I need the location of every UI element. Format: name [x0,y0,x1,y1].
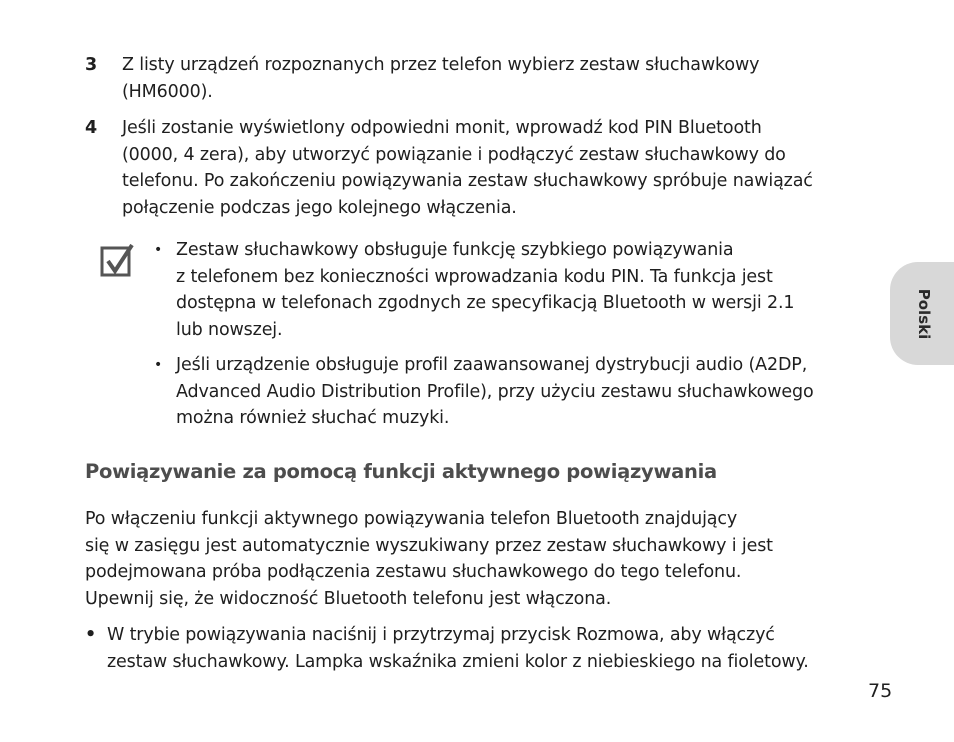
checkbox-note-icon [100,244,134,278]
step-text: Z listy urządzeń rozpoznanych przez telefon wybierz zestaw słuchawkowy (HM6000). [122,55,760,102]
step-item [85,52,865,105]
bullet: • [154,242,163,258]
note-text: Zestaw słuchawkowy obsługuje funkcję szybkiego powiązywania z telefonem bez konieczności wprowadzania kodu PIN. Ta funkcja jest dostępna w telefonach zgodnych ze specyfikacją Bluetooth w wersji 2.1 lub nowszej. [176,240,795,340]
step-text: Jeśli zostanie wyświetlony odpowiedni monit, wprowadź kod PIN Bluetooth (0000, 4 zera), aby utworzyć powiązanie i podłączyć zestaw słuchawkowy do telefonu. Po zakończeniu powiązywania zestaw słuchawkowy spróbuje nawiązać połączenie podczas jego kolejnego włączenia. [122,118,813,218]
page-number: 75 [868,680,893,702]
step-number: 3 [85,55,98,75]
step-item [85,115,865,221]
note-item [154,352,874,432]
instruction-bullet [85,622,875,675]
bullet: • [85,625,97,645]
steps-list [85,52,865,231]
bullet-text: W trybie powiązywania naciśnij i przytrzymaj przycisk Rozmowa, aby włączyć zestaw słuchawkowy. Lampka wskaźnika zmieni kolor z niebieskiego na fioletowy. [107,625,809,672]
step-number: 4 [85,118,98,138]
section-paragraph: Po włączeniu funkcji aktywnego powiązywania telefon Bluetooth znajdujący się w zasięgu jest automatycznie wyszukiwany przez zestaw słuchawkowy i jest podejmowana próba podłączenia zestawu słuchawkowego do tego telefonu. Upewnij się, że widoczność Bluetooth telefonu jest włączona. [85,509,773,609]
bullet: • [154,357,163,373]
note-item [154,237,874,343]
note-text: Jeśli urządzenie obsługuje profil zaawansowanej dystrybucji audio (A2DP, Advanced Audio Distribution Profile), przy użyciu zestawu słuchawkowego można również słuchać muzyki. [176,355,814,428]
language-tab-label: Polski [915,288,933,339]
language-tab [890,262,954,365]
note-list [154,237,874,441]
section-heading: Powiązywanie za pomocą funkcji aktywnego powiązywania [85,460,717,483]
